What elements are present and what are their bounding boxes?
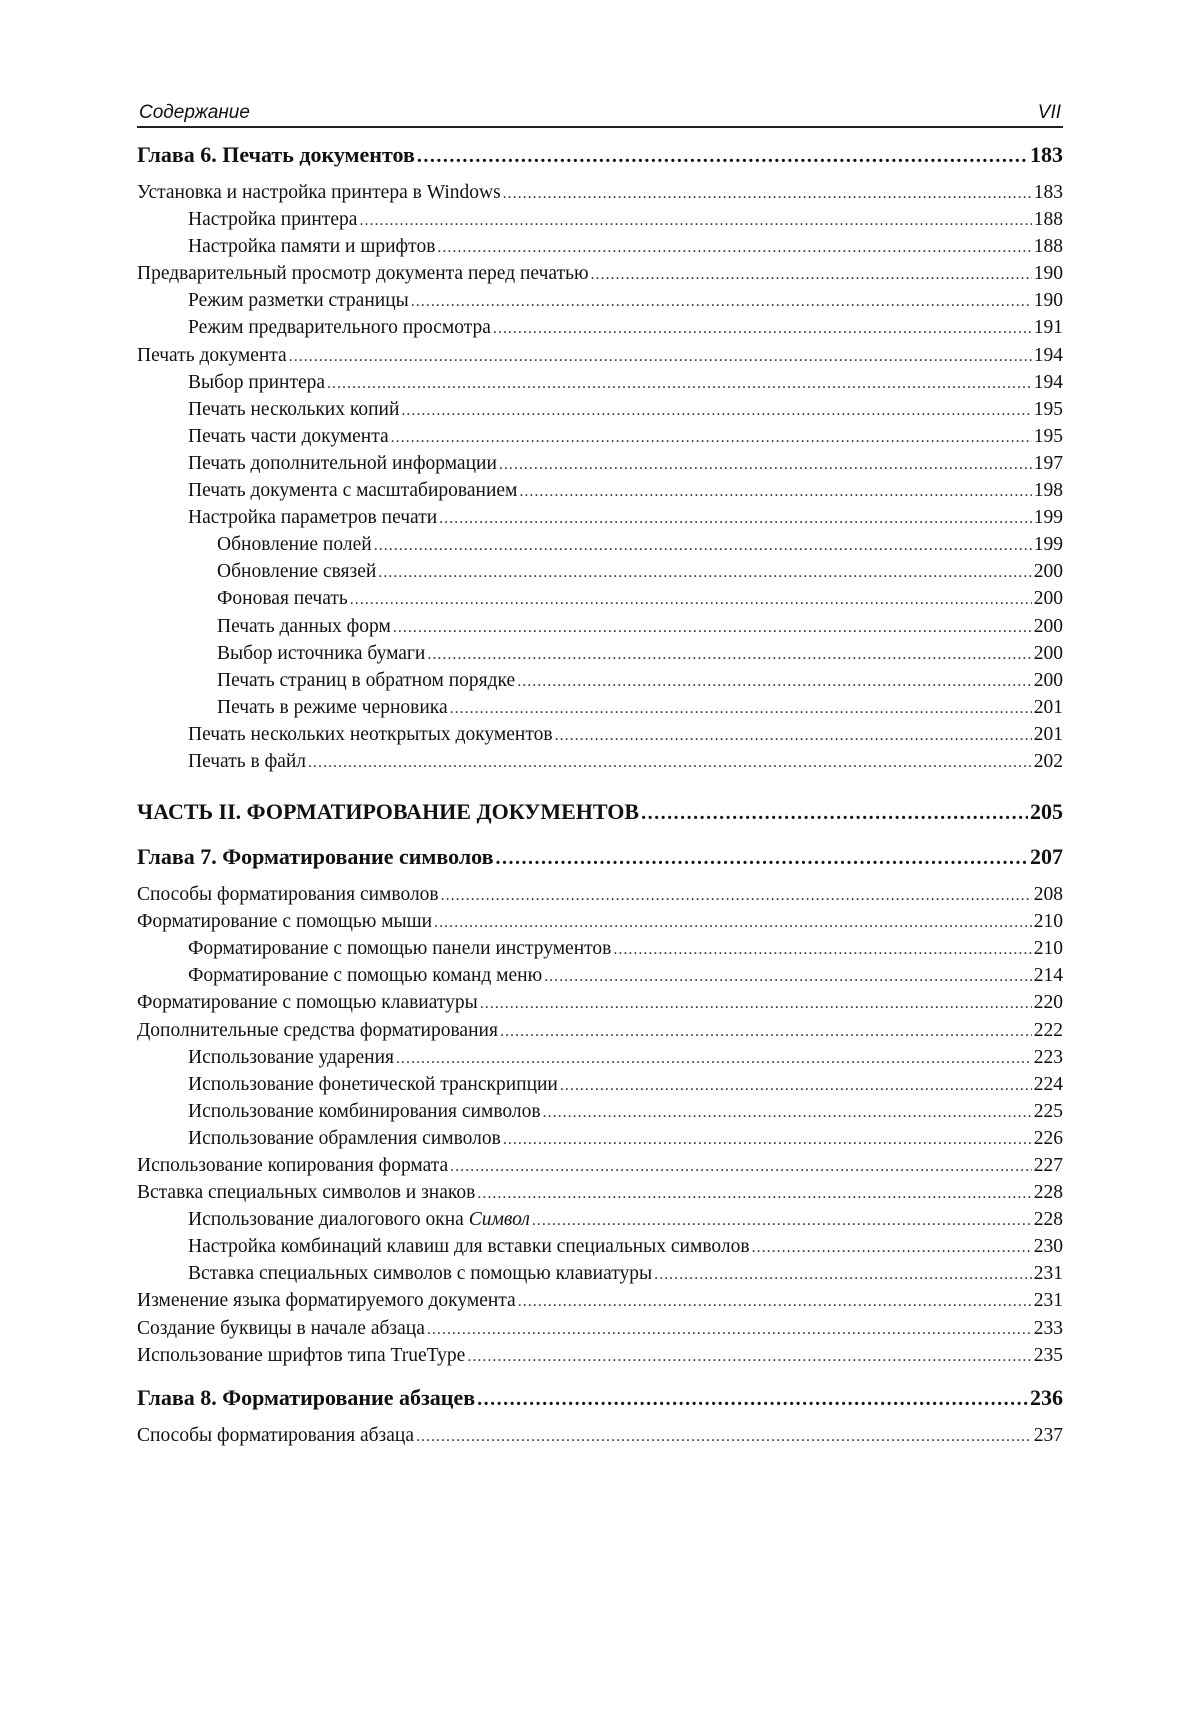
toc-entry-page: 200	[1033, 561, 1063, 583]
toc-dot-leader	[480, 990, 1032, 1017]
toc-dot-leader	[613, 936, 1031, 963]
toc-dot-leader	[544, 963, 1032, 990]
toc-dot-leader	[401, 397, 1031, 424]
toc-entry-title-text: Использование диалогового окна	[188, 1209, 469, 1231]
toc-entry-title: Предварительный просмотр документа перед печатью	[137, 263, 589, 285]
toc-entry-title: Форматирование с помощью команд меню	[188, 965, 543, 987]
toc-entry-page: 191	[1033, 317, 1063, 339]
toc-entry-page: 210	[1033, 911, 1063, 933]
toc-entry-page: 201	[1033, 696, 1063, 718]
toc-entry	[137, 1098, 1063, 1125]
toc-entry-title: Использование обрамления символов	[188, 1127, 501, 1149]
toc-part-2	[137, 797, 1063, 828]
toc-entry-page: 199	[1033, 507, 1063, 529]
toc-dot-leader	[350, 586, 1032, 613]
toc-entry-title: Настройка параметров печати	[188, 507, 438, 529]
toc-entry	[137, 206, 1063, 233]
toc-dot-leader	[499, 451, 1032, 478]
toc-dot-leader	[434, 909, 1032, 936]
toc-entry-title: Печать документа	[137, 344, 287, 366]
toc-part-page: 205	[1030, 799, 1063, 825]
toc-entry-title: Печать нескольких неоткрытых документов	[188, 723, 553, 745]
toc-dot-leader	[374, 532, 1032, 559]
toc-dot-leader	[359, 207, 1031, 234]
toc-dot-leader	[441, 882, 1032, 909]
toc-entry-page: 188	[1033, 209, 1063, 231]
toc-dot-leader	[327, 370, 1032, 397]
toc-entry-page: 200	[1033, 669, 1063, 691]
toc-entry-page: 201	[1033, 723, 1063, 745]
toc-dot-leader	[427, 641, 1031, 668]
running-header-page-number: VII	[1037, 102, 1061, 123]
toc-entry-title: Использование копирования формата	[137, 1155, 449, 1176]
toc-entry-page: 237	[1033, 1424, 1063, 1446]
toc-dot-leader	[641, 798, 1028, 828]
toc-entry-page: 233	[1033, 1317, 1063, 1339]
toc-chapter-title: Глава 6. Печать документов	[137, 142, 415, 167]
toc-entry-title: Форматирование с помощью мыши	[137, 911, 433, 933]
toc-chapter-title: Глава 8. Форматирование абзацев	[137, 1384, 476, 1410]
toc-entry	[137, 1206, 1063, 1233]
toc-entry-title	[188, 1206, 530, 1233]
toc-entry	[137, 1125, 1063, 1152]
toc-entry-title: Вставка специальных символов и знаков	[137, 1182, 476, 1204]
toc-dot-leader	[517, 668, 1032, 695]
toc-entry	[137, 1315, 1063, 1342]
toc-dot-leader	[467, 1343, 1031, 1370]
toc-chapter-title: Глава 7. Форматирование символов	[137, 844, 494, 870]
toc-dot-leader	[500, 1018, 1032, 1045]
toc-entry-page: 210	[1033, 938, 1063, 960]
toc-chapter-7	[137, 842, 1063, 873]
toc-entry-page: 235	[1033, 1344, 1063, 1366]
toc-entry-page: 190	[1033, 263, 1063, 285]
toc-entry	[137, 1342, 1063, 1369]
toc-dot-leader	[555, 722, 1032, 749]
toc-entry-title: Использование ударения	[188, 1046, 394, 1068]
toc-entry	[137, 423, 1063, 450]
running-header	[137, 96, 1063, 128]
toc-dot-leader	[519, 478, 1031, 505]
toc-entry-page: 200	[1033, 615, 1063, 637]
toc-entry-page: 190	[1033, 290, 1063, 312]
toc-entry-page: 199	[1033, 534, 1063, 556]
toc-entry-title: Использование комбинирования символов	[188, 1100, 541, 1122]
toc-entry	[137, 1233, 1063, 1260]
toc-dot-leader	[416, 1423, 1032, 1450]
toc-entry	[137, 585, 1063, 612]
toc-dot-leader	[591, 261, 1032, 288]
toc-entry	[137, 1260, 1063, 1287]
toc-entry	[137, 260, 1063, 287]
toc-chapter-page: 207	[1030, 844, 1063, 870]
toc-entry	[137, 694, 1063, 721]
toc-entry	[137, 1152, 1063, 1179]
toc-entry	[137, 667, 1063, 694]
toc-dot-leader	[289, 343, 1032, 370]
running-header-section: Содержание	[139, 102, 250, 123]
toc-entry-title: Форматирование с помощью клавиатуры	[137, 992, 478, 1014]
toc-entry-title: Изменение языка форматируемого документа	[137, 1290, 516, 1312]
document-page	[137, 96, 1063, 1449]
toc-dot-leader	[378, 559, 1031, 586]
toc-entry-title: Создание буквицы в начале абзаца	[137, 1317, 425, 1339]
toc-entry-page: 230	[1033, 1236, 1063, 1258]
toc-entry-page: 231	[1033, 1263, 1063, 1285]
toc-entry	[137, 314, 1063, 341]
toc-entry-title: Настройка комбинаций клавиш для вставки специальных символов	[188, 1236, 750, 1258]
toc-entry-title: Печать дополнительной информации	[188, 452, 497, 474]
toc-entry	[137, 1017, 1063, 1044]
toc-entry-title: Печать страниц в обратном порядке	[217, 669, 516, 691]
toc-entry	[137, 881, 1063, 908]
toc-entry-page: 228	[1033, 1182, 1063, 1204]
toc-entry-title: Печать документа с масштабированием	[188, 480, 518, 502]
toc-entry-title: Режим предварительного просмотра	[188, 317, 491, 339]
toc-dot-leader	[532, 1207, 1032, 1234]
toc-entry-title: Печать в режиме черновика	[217, 696, 448, 718]
toc-dot-leader	[396, 1045, 1032, 1072]
toc-entry-page: 227	[1033, 1155, 1063, 1176]
toc-entry	[137, 179, 1063, 206]
toc-entry-title: Обновление связей	[217, 561, 377, 583]
toc-chapter-8	[137, 1383, 1063, 1414]
toc-entry	[137, 450, 1063, 477]
toc-dot-leader	[477, 1180, 1031, 1207]
toc-dot-leader	[493, 315, 1032, 342]
toc-dot-leader	[654, 1261, 1032, 1288]
toc-entry	[137, 721, 1063, 748]
toc-entry-page: 188	[1033, 236, 1063, 258]
toc-dot-leader	[308, 749, 1032, 776]
toc-entry-page: 195	[1033, 398, 1063, 420]
toc-entry	[137, 989, 1063, 1016]
toc-entry-title: Дополнительные средства форматирования	[137, 1019, 498, 1041]
toc-entry-page: 197	[1033, 452, 1063, 474]
toc-entry-title: Печать данных форм	[217, 615, 391, 637]
toc-dot-leader	[391, 424, 1032, 451]
toc-entry-page: 225	[1033, 1100, 1063, 1122]
toc-entry-title: Настройка принтера	[188, 209, 358, 231]
toc-entry	[137, 477, 1063, 504]
toc-entry-page: 214	[1033, 965, 1063, 987]
toc-entry	[137, 233, 1063, 260]
toc-entry-page: 183	[1033, 182, 1063, 203]
toc-entry-title: Печать части документа	[188, 425, 389, 447]
toc-entry-page: 194	[1033, 344, 1063, 366]
toc-dot-leader	[427, 1316, 1032, 1343]
toc-entry-title: Выбор источника бумаги	[217, 642, 426, 664]
toc-dot-leader	[411, 288, 1032, 315]
toc-entry-page: 222	[1033, 1019, 1063, 1041]
toc-entry-title: Режим разметки страницы	[188, 290, 409, 312]
toc-entry-title-italic: Символ	[468, 1209, 530, 1231]
toc-dot-leader	[393, 614, 1032, 641]
toc-entry	[137, 935, 1063, 962]
toc-dot-leader	[496, 843, 1028, 873]
toc-dot-leader	[417, 141, 1028, 171]
toc-entry-title: Фоновая печать	[217, 588, 348, 610]
toc-entry-title: Печать нескольких копий	[188, 398, 400, 420]
toc-entry	[137, 1287, 1063, 1314]
toc-entry	[137, 1422, 1063, 1449]
toc-entry-page: 195	[1033, 425, 1063, 447]
toc-entry	[137, 962, 1063, 989]
toc-entry	[137, 287, 1063, 314]
toc-entry	[137, 1071, 1063, 1098]
toc-entry-title: Способы форматирования абзаца	[137, 1424, 414, 1446]
toc-entry-title: Печать в файл	[188, 750, 307, 772]
toc-entry-page: 200	[1033, 642, 1063, 664]
toc-entry-page: 220	[1033, 992, 1063, 1014]
toc-entry-title: Использование фонетической транскрипции	[188, 1073, 558, 1095]
toc-entry	[137, 396, 1063, 423]
toc-chapter-page: 236	[1030, 1384, 1063, 1410]
toc-entry-page: 194	[1033, 371, 1063, 393]
toc-entry-title: Вставка специальных символов с помощью клавиатуры	[188, 1263, 653, 1285]
toc-part-title: ЧАСТЬ II. ФОРМАТИРОВАНИЕ ДОКУМЕНТОВ	[137, 799, 640, 825]
toc-dot-leader	[450, 695, 1032, 722]
toc-entry	[137, 640, 1063, 667]
toc-entry-title: Выбор принтера	[188, 371, 326, 393]
toc-entry-title: Форматирование с помощью панели инструментов	[188, 938, 612, 960]
toc-dot-leader	[477, 1384, 1028, 1414]
toc-dot-leader	[503, 180, 1032, 207]
toc-entry	[137, 504, 1063, 531]
toc-entry-page: 224	[1033, 1073, 1063, 1095]
toc-entry	[137, 369, 1063, 396]
table-of-contents	[137, 140, 1063, 1449]
toc-entry	[137, 613, 1063, 640]
toc-chapter-6	[137, 140, 1063, 171]
toc-dot-leader	[560, 1072, 1032, 1099]
toc-entry	[137, 558, 1063, 585]
toc-dot-leader	[450, 1153, 1032, 1180]
toc-entry	[137, 342, 1063, 369]
toc-dot-leader	[752, 1234, 1032, 1261]
toc-entry	[137, 1179, 1063, 1206]
toc-entry-page: 208	[1033, 884, 1063, 906]
toc-entry-title: Обновление полей	[217, 534, 372, 556]
toc-entry-title: Использование шрифтов типа TrueType	[137, 1344, 466, 1366]
toc-entry	[137, 531, 1063, 558]
toc-entry	[137, 748, 1063, 775]
toc-entry-title: Установка и настройка принтера в Windows	[137, 182, 501, 203]
toc-entry-page: 198	[1033, 480, 1063, 502]
toc-entry	[137, 1044, 1063, 1071]
toc-entry-title: Настройка памяти и шрифтов	[188, 236, 436, 258]
toc-chapter-page: 183	[1030, 142, 1063, 167]
toc-dot-leader	[518, 1288, 1032, 1315]
toc-dot-leader	[437, 234, 1031, 261]
toc-entry-page: 200	[1033, 588, 1063, 610]
toc-dot-leader	[439, 505, 1032, 532]
toc-dot-leader	[503, 1126, 1032, 1153]
toc-entry-page: 226	[1033, 1127, 1063, 1149]
toc-entry-page: 202	[1033, 750, 1063, 772]
toc-entry-page: 223	[1033, 1046, 1063, 1068]
toc-dot-leader	[543, 1099, 1032, 1126]
toc-entry	[137, 908, 1063, 935]
toc-entry-page: 228	[1033, 1209, 1063, 1231]
toc-entry-page: 231	[1033, 1290, 1063, 1312]
toc-entry-title: Способы форматирования символов	[137, 884, 439, 906]
